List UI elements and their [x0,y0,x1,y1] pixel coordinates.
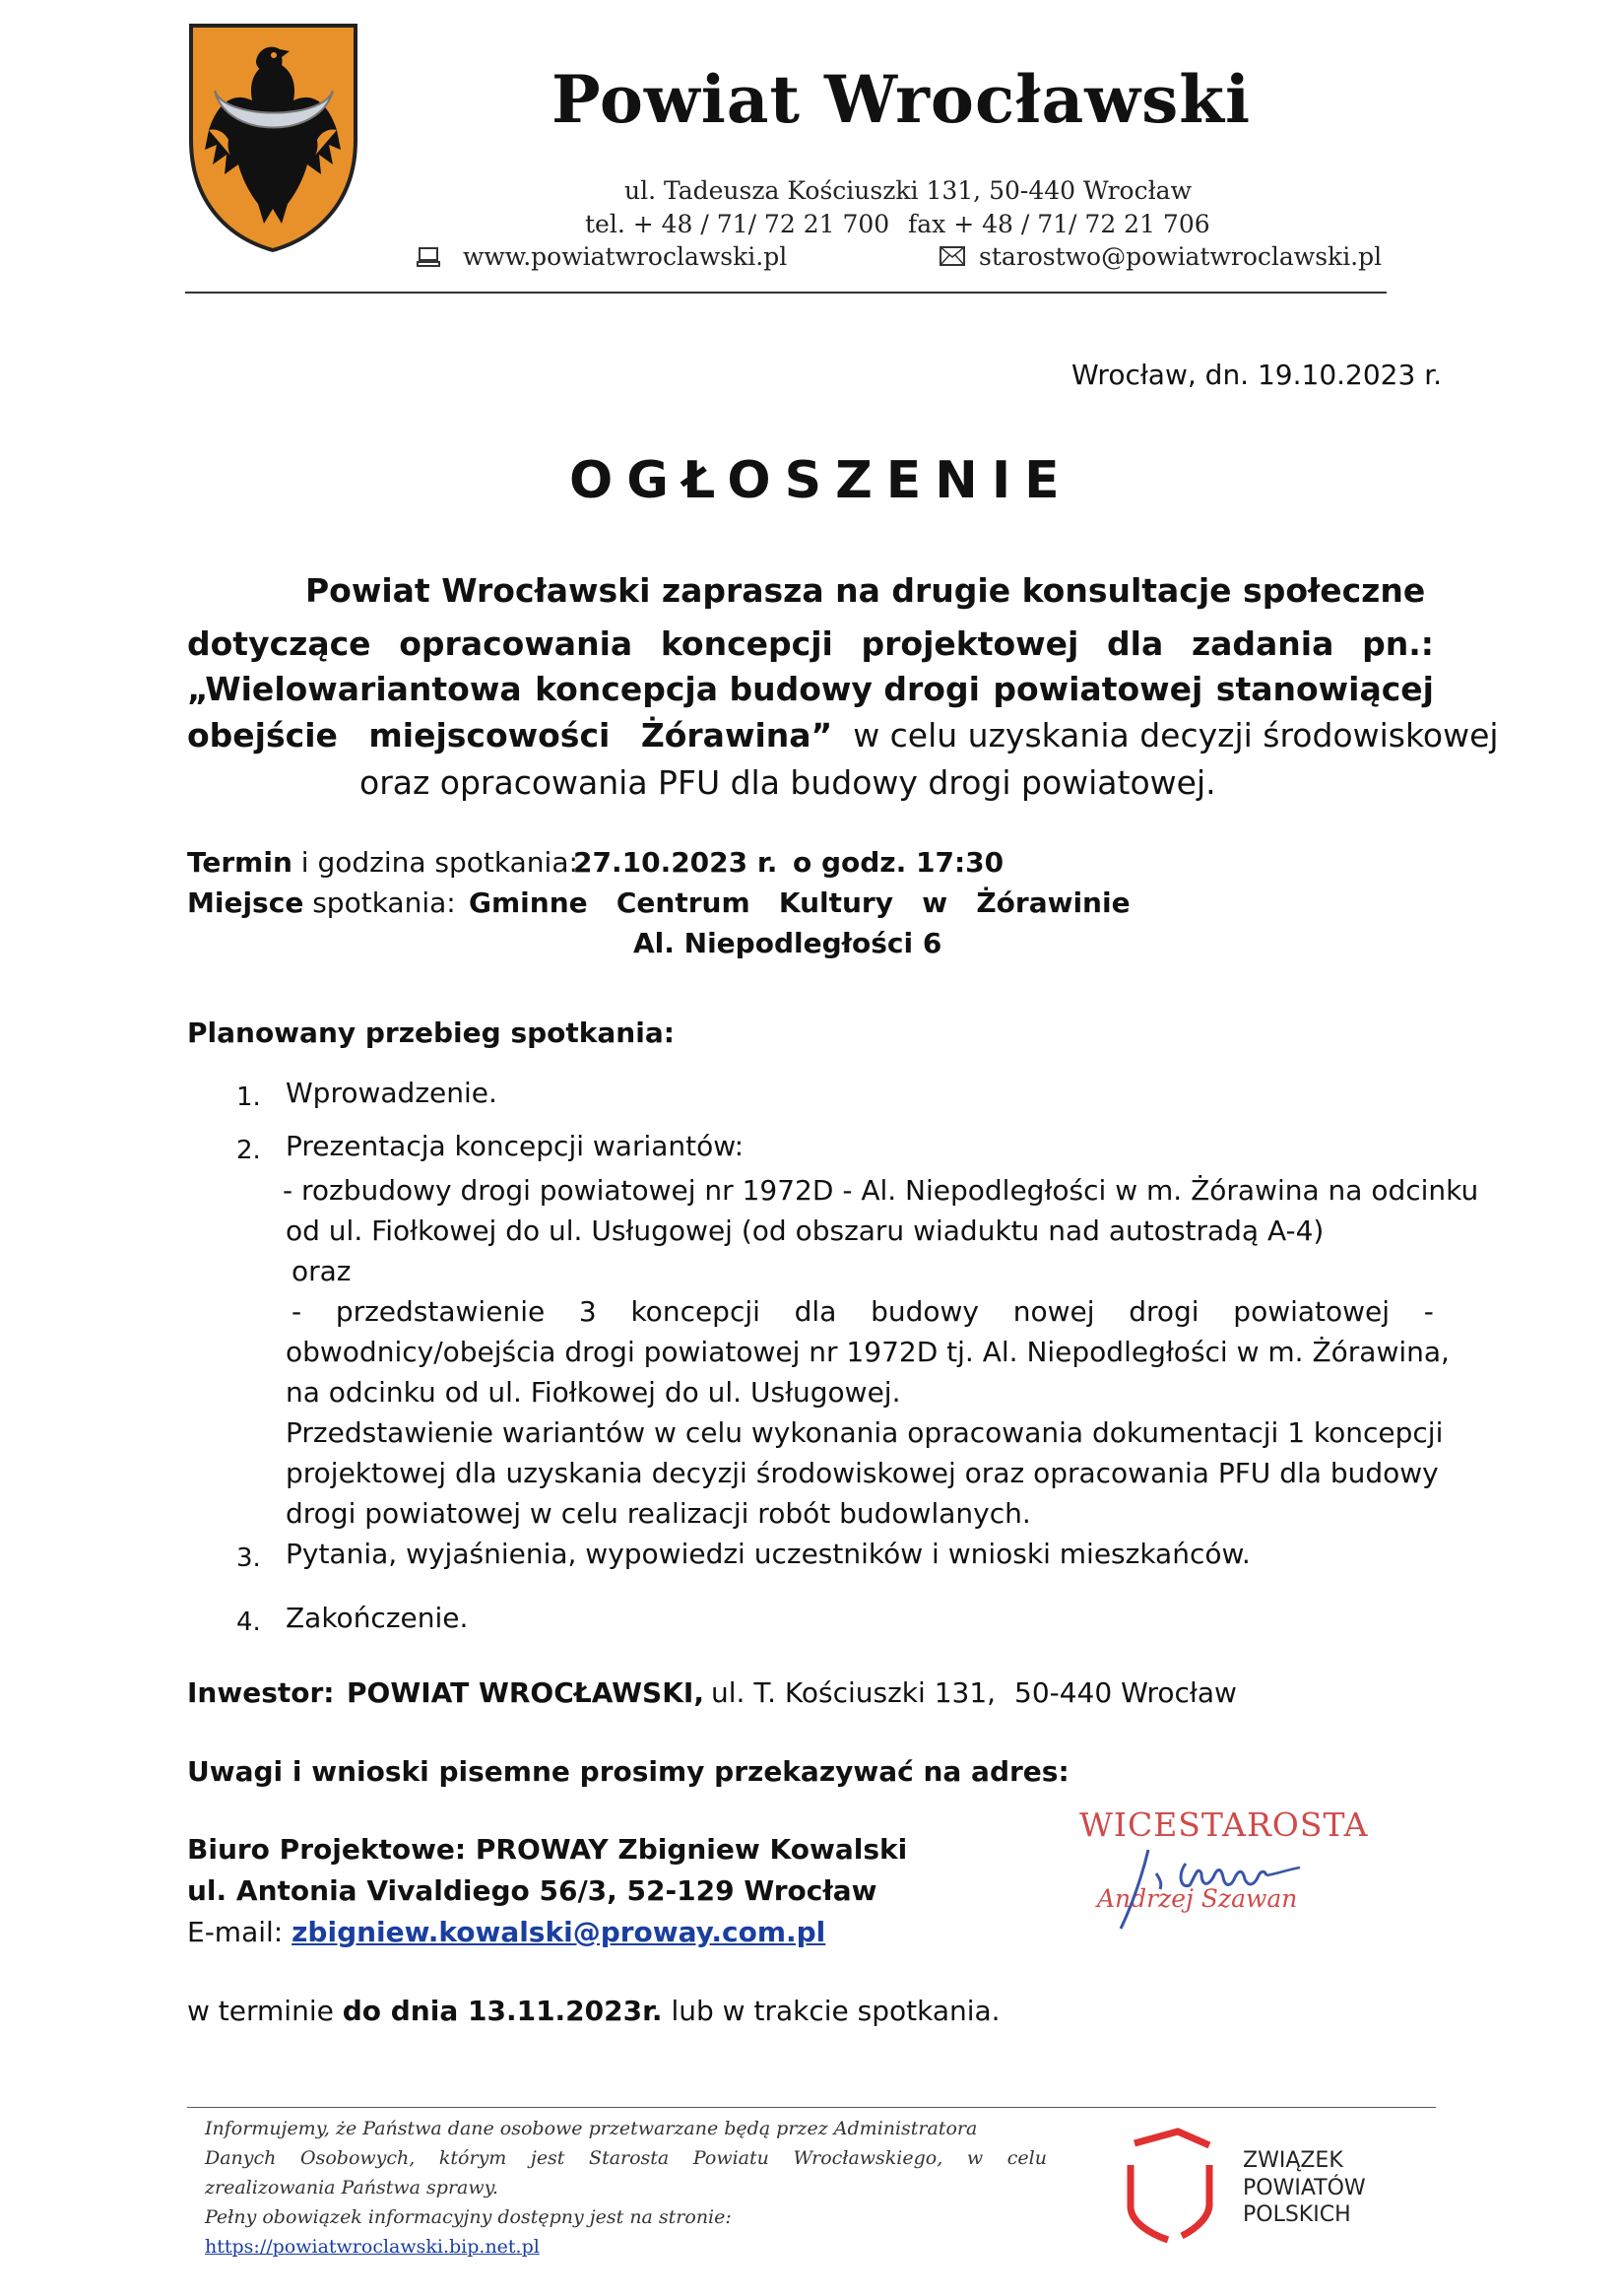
word: Osobowych, [300,2147,416,2169]
office-line-1: Biuro Projektowe: PROWAY Zbigniew Kowalski [187,1833,908,1866]
agenda-item-3: Pytania, wyjaśnienia, wypowiedzi uczestników i wnioski mieszkańców. [286,1538,1251,1570]
zpp-line: ZWIĄZEK [1243,2148,1343,2173]
agenda-heading: Planowany przebieg spotkania: [187,1017,675,1049]
word: celu [1006,2147,1047,2169]
word: Danych [205,2147,277,2169]
word: powiatowej [993,670,1203,708]
deadline-pre: w terminie [187,1995,343,2027]
agenda-item-2-title: Prezentacja koncepcji wariantów: [286,1130,745,1162]
handwritten-signature [1091,1830,1377,1938]
footer-divider [187,2107,1436,2108]
stamp-name: Andrzej Szawan [1097,1884,1298,1913]
header-email[interactable]: starostwo@powiatwroclawski.pl [979,242,1383,271]
word: przedstawienie [335,1295,546,1328]
investor-name: POWIAT WROCŁAWSKI, [347,1676,704,1709]
word: powiatowej [1233,1295,1391,1328]
intro-bold: obejście [187,716,338,754]
word: dla [1107,624,1164,663]
agenda-number: 1. [236,1082,261,1112]
agenda-item-1: Wprowadzenie. [286,1077,497,1109]
organization-title: Powiat Wrocławski [551,61,1252,138]
intro-line-3 [187,670,1434,708]
office-line-2: ul. Antonia Vivaldiego 56/3, 52-129 Wrocław [187,1874,877,1907]
place-label-rest: spotkania: [312,886,456,919]
agenda-item-2-line: oraz [292,1255,352,1287]
header-divider [185,292,1387,294]
agenda-item-2-line: drogi powiatowej w celu realizacji robót budowlanych. [286,1497,1031,1530]
footer-line-4: Pełny obowiązek informacyjny dostępny jest na stronie: [205,2206,732,2228]
word: Starosta [589,2147,670,2169]
word: którym [438,2147,507,2169]
agenda-number: 2. [236,1136,261,1165]
intro-regular: w celu uzyskania decyzji środowiskowej [853,716,1499,754]
stamp-title: WICESTAROSTA [1079,1805,1369,1844]
word: koncepcji [630,1295,760,1328]
place-label: Miejsce [187,886,304,919]
deadline-date: do dnia 13.11.2023r. [342,1995,663,2027]
word: opracowania [399,624,633,663]
header-phone: tel. + 48 / 71/ 72 21 700 [585,210,890,238]
intro-line-1: Powiat Wrocławski zaprasza na drugie konsultacje społeczne [305,571,1426,610]
word: - [292,1295,302,1328]
deadline-line [187,1995,1001,2027]
word: Wrocławskiego, [793,2147,943,2169]
word: zadania [1191,624,1334,663]
investor-street: ul. T. Kościuszki 131, [711,1676,997,1709]
meeting-term-row [187,846,578,879]
agenda-item-2-line: projektowej dla uzyskania decyzji środowiskowej oraz opracowania PFU dla budowy [286,1457,1439,1489]
word: 3 [578,1295,597,1328]
footer-line-2 [205,2147,1047,2169]
header-address: ul. Tadeusza Kościuszki 131, 50-440 Wrocław [624,176,1192,205]
agenda-item-2-line: - rozbudowy drogi powiatowej nr 1972D - Al. Niepodległości w m. Żórawina na odcinku [283,1174,1479,1207]
word: nowej [1012,1295,1095,1328]
agenda-number: 3. [236,1543,261,1573]
footer-bip-link[interactable]: https://powiatwroclawski.bip.net.pl [205,2236,540,2258]
meeting-place: Gminne Centrum Kultury w Żórawinie [469,886,1131,919]
investor-city: 50-440 Wrocław [1014,1676,1237,1709]
office-email-row [187,1916,826,1948]
remarks-heading: Uwagi i wnioski pisemne prosimy przekazywać na adres: [187,1755,1070,1788]
word: jest [530,2147,565,2169]
word: Powiatu [692,2147,769,2169]
email-label: E-mail: [187,1916,292,1948]
agenda-item-2-line: obwodnicy/obejścia drogi powiatowej nr 1972D tj. Al. Niepodległości w m. Żórawina, [286,1336,1450,1368]
meeting-time: o godz. 17:30 [793,846,1005,879]
term-label: Termin [187,846,292,879]
term-label-rest: i godzina spotkania: [300,846,578,879]
word: „Wielowariantowa [187,670,522,708]
coat-of-arms-logo [187,22,359,253]
agenda-item-2-line [292,1295,1434,1328]
footer-line-1: Informujemy, że Państwa dane osobowe przetwarzane będą przez Administratora [205,2118,978,2139]
word: projektowej [861,624,1079,663]
intro-line-2 [187,624,1434,663]
envelope-icon [940,246,965,266]
word: pn.: [1362,624,1434,663]
document-title: OGŁOSZENIE [569,451,1073,510]
zpp-line: POLSKICH [1243,2202,1351,2227]
word: w [966,2147,984,2169]
deadline-post: lub w trakcie spotkania. [662,1995,1001,2027]
header-fax: fax + 48 / 71/ 72 21 706 [908,210,1210,238]
agenda-item-4: Zakończenie. [286,1602,469,1634]
zpp-logo-icon [1121,2126,1219,2244]
meeting-place-row [187,886,456,919]
word: dotyczące [187,624,371,663]
word: drogi [1129,1295,1200,1328]
intro-bold: Żórawina” [640,716,833,754]
zpp-line: POWIATÓW [1243,2175,1366,2200]
zpp-logo-text [1243,2147,1366,2229]
word: dla [794,1295,837,1328]
agenda-item-2-line: Przedstawienie wariantów w celu wykonania opracowania dokumentacji 1 koncepcji [286,1416,1444,1449]
word: budowy [871,1295,979,1328]
intro-line-5: oraz opracowania PFU dla budowy drogi powiatowej. [359,763,1216,802]
meeting-date: 27.10.2023 r. [573,846,778,879]
agenda-number: 4. [236,1607,261,1637]
agenda-item-2-line: od ul. Fiołkowej do ul. Usługowej (od obszaru wiaduktu nad autostradą A-4) [286,1214,1325,1247]
header-website[interactable]: www.powiatwroclawski.pl [463,242,788,271]
office-email-link[interactable]: zbigniew.kowalski@proway.com.pl [292,1916,826,1948]
word: stanowiącej [1215,670,1434,708]
intro-bold: miejscowości [368,716,611,754]
meeting-address: Al. Niepodległości 6 [633,927,942,959]
word: koncepcja budowy drogi [535,670,980,708]
computer-icon [417,246,440,268]
document-date: Wrocław, dn. 19.10.2023 r. [1071,359,1443,391]
footer-line-3: zrealizowania Państwa sprawy. [205,2177,498,2198]
intro-line-4 [187,716,1499,754]
word: koncepcji [660,624,833,663]
agenda-item-2-line: na odcinku od ul. Fiołkowej do ul. Usługowej. [286,1376,901,1409]
investor-label: Inwestor: [187,1676,335,1709]
word: - [1423,1295,1434,1328]
